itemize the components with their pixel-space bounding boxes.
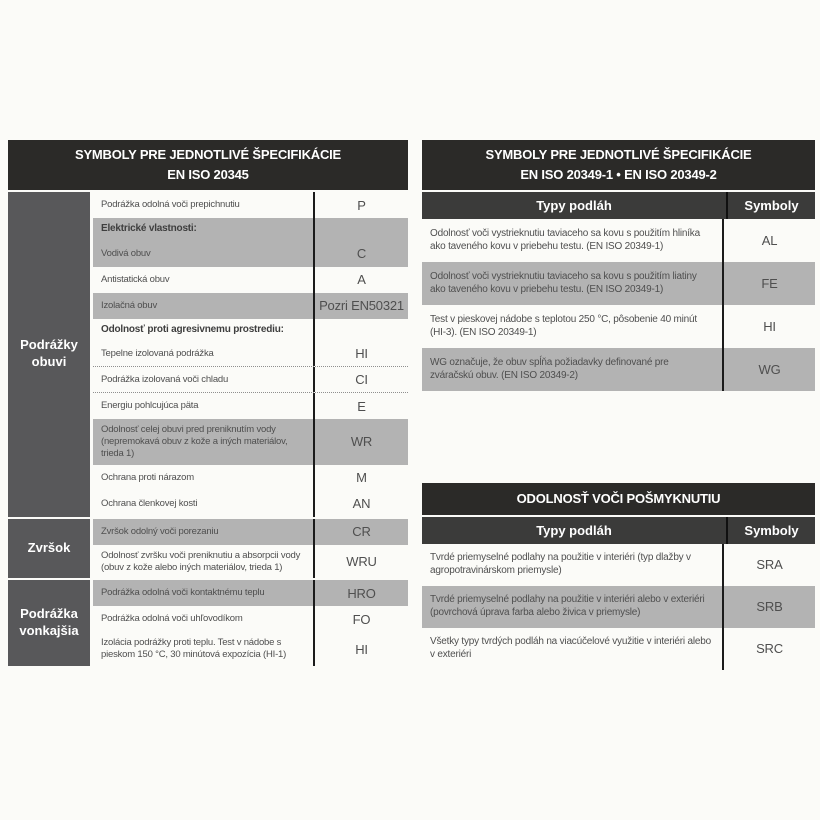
row-symbol: SRA xyxy=(722,544,815,586)
row-description: Podrážka odolná voči prepichnutiu xyxy=(101,199,240,211)
table-slip-resistance-body xyxy=(422,544,815,670)
row-description: Zvršok odolný voči porezaniu xyxy=(101,525,219,537)
table-title-line1: SYMBOLY PRE JEDNOTLIVÉ ŠPECIFIKÁCIE xyxy=(485,147,752,162)
category-label: Podrážka vonkajšia xyxy=(19,606,79,639)
row-symbol: E xyxy=(313,393,408,419)
table-en-iso-20345-title xyxy=(8,140,408,190)
row-symbol: AN xyxy=(313,491,408,517)
row-description: Všetky typy tvrdých podláh na viacúčelové využitie v interiéri alebo v exteriéri xyxy=(430,636,711,660)
column-headers xyxy=(422,192,815,219)
row-symbol: WRU xyxy=(313,545,408,579)
table-section xyxy=(8,580,408,666)
row-description: Izolačná obuv xyxy=(101,299,158,311)
table-row xyxy=(93,632,408,666)
row-symbol: HI xyxy=(313,632,408,666)
row-description: Tepelne izolovaná podrážka xyxy=(101,347,214,359)
table-row xyxy=(422,586,815,628)
table-row xyxy=(422,262,815,305)
row-symbol: M xyxy=(313,465,408,491)
row-symbol: FO xyxy=(313,606,408,632)
row-symbol: SRB xyxy=(722,586,815,628)
category-cell xyxy=(8,192,93,517)
table-row xyxy=(93,545,408,579)
column-header-symboly: Symboly xyxy=(726,192,815,219)
row-description: Odolnosť voči vystrieknutiu taviaceho sa kovu s použitím liatiny ako taveného kovu v priebehu testu. (EN ISO 20349-1) xyxy=(430,271,697,295)
table-title-line2: EN ISO 20345 xyxy=(167,166,249,182)
table-slip-resistance-title xyxy=(422,483,815,515)
row-description: WG označuje, že obuv spĺňa požiadavky definované pre zváračskú obuv. (EN ISO 20349-2) xyxy=(430,357,669,381)
row-description: Antistatická obuv xyxy=(101,273,170,285)
table-section xyxy=(8,519,408,579)
table-row xyxy=(93,580,408,606)
category-label: Podrážky obuvi xyxy=(20,337,78,370)
row-description: Ochrana členkovej kosti xyxy=(101,497,198,509)
row-symbol: CI xyxy=(313,367,408,392)
table-en-iso-20345 xyxy=(8,140,408,666)
row-symbol: SRC xyxy=(722,628,815,670)
table-row xyxy=(93,341,408,367)
table-title-line1: SYMBOLY PRE JEDNOTLIVÉ ŠPECIFIKÁCIE xyxy=(74,147,342,162)
table-row xyxy=(93,491,408,517)
row-symbol: FE xyxy=(722,262,815,305)
row-description: Odolnosť celej obuvi pred preniknutím vody (nepremokavá obuv z kože a iných materiálov, trieda 1) xyxy=(101,424,288,459)
row-description: Odolnosť zvršku voči preniknutiu a absorpcii vody (obuv z kože alebo iných materiálov, trieda 1) xyxy=(101,549,301,573)
column-header-symboly: Symboly xyxy=(726,517,815,544)
table-row xyxy=(422,219,815,262)
table-row xyxy=(93,267,408,293)
table-row xyxy=(422,628,815,670)
table-en-iso-20345-body xyxy=(8,192,408,666)
row-symbol: HI xyxy=(313,341,408,366)
row-symbol xyxy=(313,319,408,342)
row-description: Vodivá obuv xyxy=(101,247,151,259)
table-slip-resistance xyxy=(422,483,815,670)
table-en-iso-20349-body xyxy=(422,219,815,391)
table-en-iso-20349 xyxy=(422,140,815,391)
table-row xyxy=(93,519,408,545)
table-en-iso-20349-title xyxy=(422,140,815,190)
row-symbol: Pozri EN50321 xyxy=(313,293,408,319)
row-description: Odolnosť voči vystrieknutiu taviaceho sa kovu s použitím hliníka ako taveného kovu v priebehu testu. (EN ISO 20349-1) xyxy=(430,228,700,252)
row-description: Elektrické vlastnosti: xyxy=(101,223,197,234)
section-rows xyxy=(93,519,408,579)
row-description: Tvrdé priemyselné podlahy na použitie v interiéri (typ dlažby v agropotravinárskom priemysle) xyxy=(430,552,691,576)
category-label: Zvršok xyxy=(27,540,71,556)
row-symbol: AL xyxy=(722,219,815,262)
category-cell xyxy=(8,580,93,666)
table-row xyxy=(422,305,815,348)
table-section xyxy=(8,192,408,517)
row-description: Podrážka odolná voči kontaktnému teplu xyxy=(101,587,265,599)
column-headers xyxy=(422,517,815,544)
row-description: Odolnosť proti agresivnemu prostrediu: xyxy=(101,323,284,335)
section-rows xyxy=(93,580,408,666)
table-row xyxy=(422,348,815,391)
row-description: Energiu pohlcujúca päta xyxy=(101,400,199,412)
table-row xyxy=(93,419,408,465)
row-symbol: A xyxy=(313,267,408,293)
table-row xyxy=(93,606,408,632)
row-description: Test v pieskovej nádobe s teplotou 250 °C, pôsobenie 40 minút (HI-3). (EN ISO 20349-1) xyxy=(430,314,697,338)
table-row xyxy=(422,544,815,586)
row-symbol: CR xyxy=(313,519,408,545)
row-description: Podrážka odolná voči uhľovodíkom xyxy=(101,613,243,625)
table-row xyxy=(93,465,408,491)
row-symbol: WR xyxy=(313,419,408,465)
row-symbol: HRO xyxy=(313,580,408,606)
row-symbol: HI xyxy=(722,305,815,348)
section-rows xyxy=(93,192,408,517)
row-symbol: P xyxy=(313,192,408,218)
table-row xyxy=(93,293,408,319)
table-row xyxy=(93,192,408,218)
row-description: Izolácia podrážky proti teplu. Test v nádobe s pieskom 150 °C, 30 minútová expozícia (HI-1) xyxy=(101,637,287,661)
row-symbol xyxy=(313,218,408,241)
row-symbol: C xyxy=(313,241,408,267)
table-row xyxy=(93,218,408,241)
table-row xyxy=(93,319,408,342)
row-description: Podrážka izolovaná voči chladu xyxy=(101,373,229,385)
category-cell xyxy=(8,519,93,579)
table-title-line1: ODOLNOSŤ VOČI POŠMYKNUTIU xyxy=(516,491,721,506)
table-title-line2: EN ISO 20349-1 • EN ISO 20349-2 xyxy=(520,166,717,182)
table-row xyxy=(93,367,408,393)
table-row xyxy=(93,241,408,267)
column-header-typy-podlah: Typy podláh xyxy=(536,198,612,213)
column-header-typy-podlah: Typy podláh xyxy=(536,522,612,538)
row-description: Tvrdé priemyselné podlahy na použitie v interiéri alebo v exteriéri (povrchová úprava farba alebo živica v priemysle) xyxy=(430,594,705,618)
table-row xyxy=(93,393,408,419)
row-description: Ochrana proti nárazom xyxy=(101,471,194,483)
row-symbol: WG xyxy=(722,348,815,391)
